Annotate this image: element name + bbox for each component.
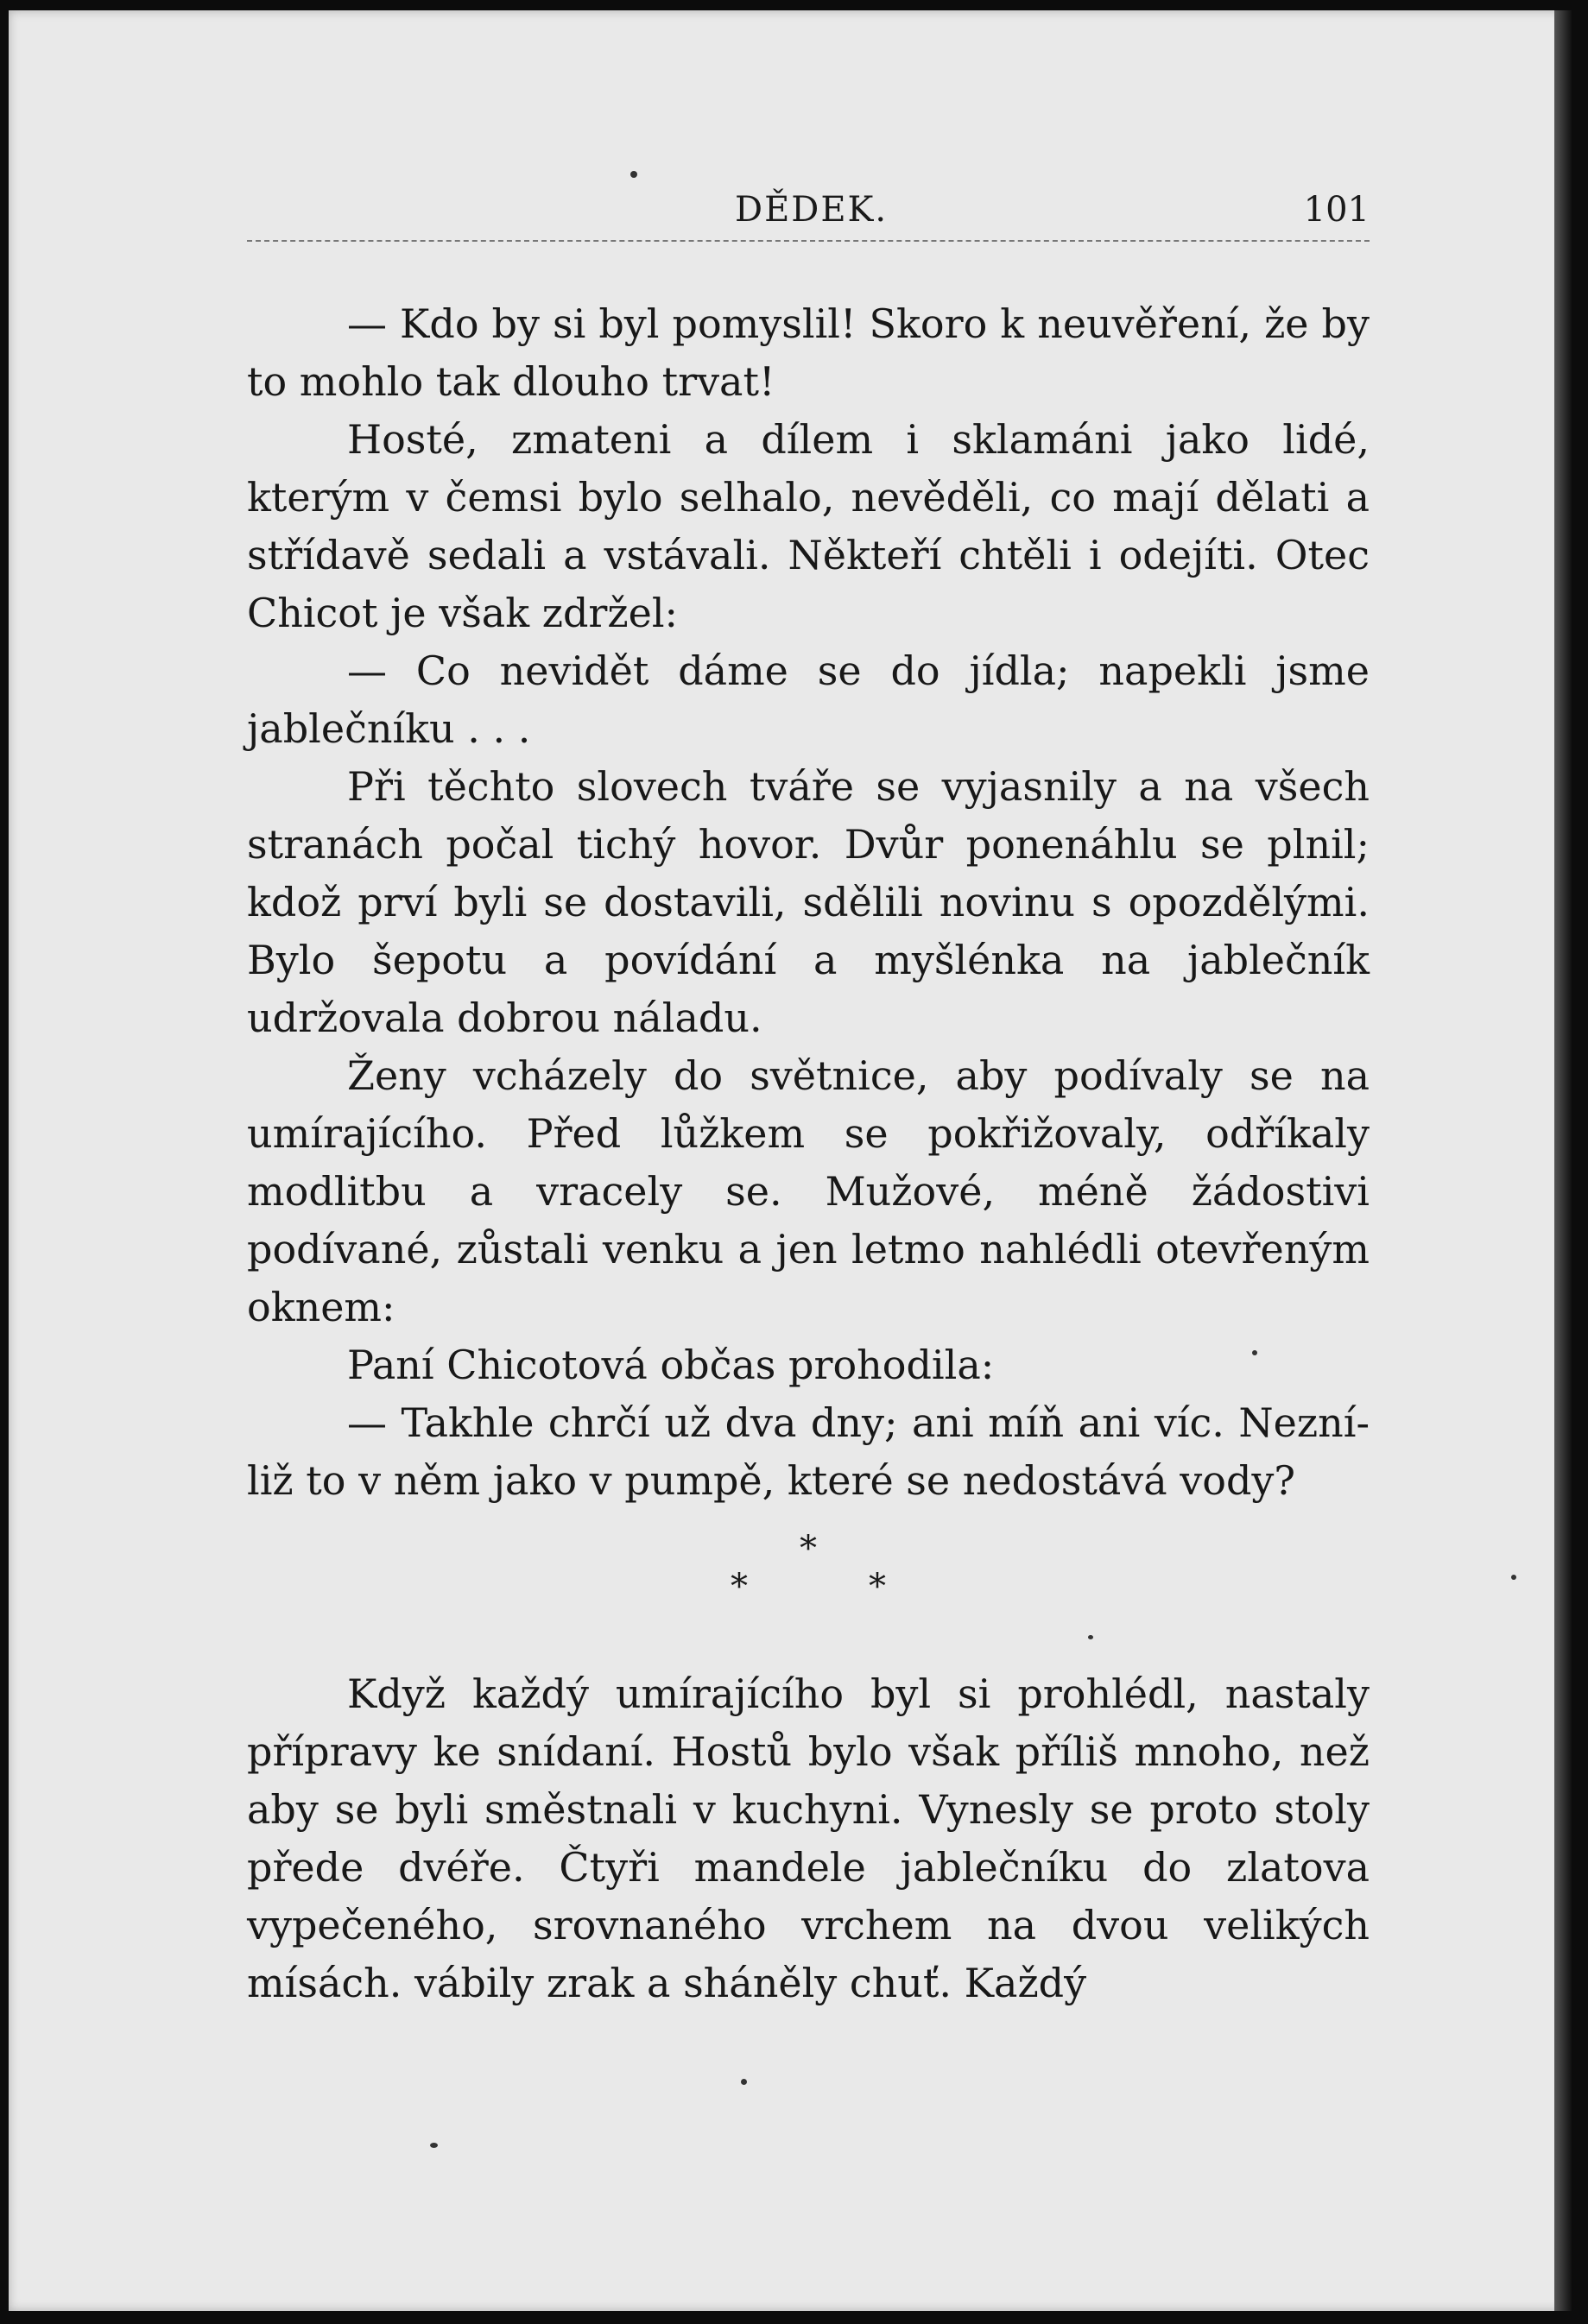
section-star: * — [800, 1529, 817, 1569]
paragraph: Ženy vcházely do světnice, aby podívaly se na umírajícího. Před lůžkem se pokřižovaly, odříkaly modlitbu a vracely se. Mužové, méně žádostivi podívané, zůstali venku a jen letmo nahlédli otevřeným oknem: — [247, 1052, 1370, 1330]
paragraph: Když každý umírajícího byl si prohlédl, nastaly přípravy ke snídaní. Hostů bylo však příliš mnoho, než aby se byli směstnali v kuchyni. Vynesly se proto stoly přede dvéře. Čtyři mandele jablečníku do zlatova vypečeného, srovnaného vrchem na dvou velikých mísách. vábily zrak a sháněly chuť. Každý — [247, 1670, 1370, 2006]
running-title: DĚDEK. — [735, 190, 889, 230]
paragraph: — Kdo by si byl pomyslil! Skoro k neuvěření, že by to mohlo tak dlouho trvat! — [247, 300, 1370, 405]
section-star: * — [731, 1567, 748, 1607]
paragraph: — Co nevidět dáme se do jídla; napekli jsme jablečníku . . . — [247, 647, 1370, 752]
book-page — [9, 10, 1572, 2311]
page-edge-shadow — [1554, 10, 1572, 2311]
ink-speck — [430, 2143, 438, 2148]
paragraph: Při těchto slovech tváře se vyjasnily a na všech stranách počal tichý hovor. Dvůr ponenáhlu se plnil; kdož prví byli se dostavili, sdělili novinu s opozdělými. Bylo šepotu a povídání a myšlénka na jablečník udržovala dobrou náladu. — [247, 763, 1370, 1041]
ink-speck — [1088, 1635, 1093, 1639]
section-star: * — [869, 1567, 886, 1607]
running-header — [247, 190, 1370, 242]
body-text — [247, 295, 1370, 2012]
section-break — [247, 1510, 1370, 1626]
paragraph: Hosté, zmateni a dílem i sklamáni jako lidé, kterým v čemsi bylo selhalo, nevěděli, co mají dělati a střídavě sedali a vstávali. Někteří chtěli i odejíti. Otec Chicot je však zdržel: — [247, 416, 1370, 636]
ink-speck — [1252, 1350, 1257, 1355]
paragraph: — Takhle chrčí už dva dny; ani míň ani víc. Nezní-liž to v něm jako v pumpě, které se nedostává vody? — [247, 1399, 1370, 1504]
ink-speck — [630, 171, 637, 178]
paragraph: Paní Chicotová občas prohodila: — [347, 1342, 995, 1388]
ink-speck — [1511, 1575, 1516, 1580]
page-number: 101 — [1303, 190, 1370, 230]
header-rule — [247, 240, 1370, 242]
ink-speck — [741, 2079, 747, 2085]
